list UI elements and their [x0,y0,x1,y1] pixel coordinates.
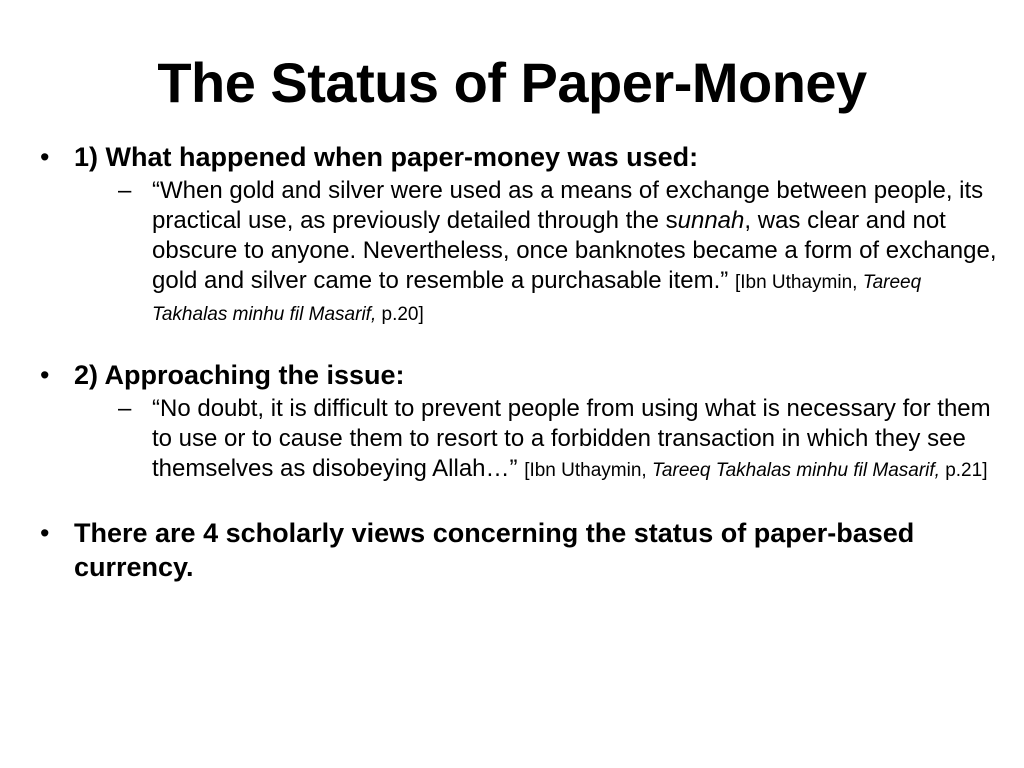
citation-title-2: Tareeq Takhalas minhu fil Masarif, [651,460,940,481]
quote-text-1b: , was clear and not obscure to anyone. Nevertheless, once banknotes became a form of exchange, gold and silver came to resemble a purchasable item.” [152,207,997,294]
quote-text-2: “No doubt, it is difficult to prevent people from using what is necessary for them to use or to cause them to resort to a forbidden transaction in which they see themselves as disobeying Allah…” [152,395,991,482]
slide-title: The Status of Paper-Money [157,51,867,114]
bullet-heading-1: 1) What happened when paper-money was used: [74,142,699,172]
quote-text-1a: “When gold and silver were used as a means of exchange between people, its practical use, as previously detailed through the s [152,177,984,234]
sub-item-1 [118,176,997,330]
dash-icon: – [118,395,132,422]
bullet-item-1 [40,140,990,174]
citation-prefix-2: [Ibn Uthaymin, [524,460,652,481]
citation-prefix-1: [Ibn Uthaymin, [734,272,863,293]
citation-suffix-1: p.20] [376,304,424,325]
bullet-icon: • [40,518,50,548]
bullet-item-3 [40,516,990,584]
citation-suffix-2: p.21] [939,460,988,481]
citation-title-1: Tareeq Takhalas minhu fil Masarif, [152,272,922,325]
sub-item-2 [118,394,997,486]
dash-icon: – [118,177,132,204]
quote-italic-1: unnah [677,207,745,234]
bullet-item-2 [40,358,990,392]
slide-content [40,140,997,584]
bullet-icon: • [40,142,50,172]
bullet-heading-2: 2) Approaching the issue: [74,360,405,390]
bullet-icon: • [40,360,50,390]
bullet-heading-3: There are 4 scholarly views concerning the status of paper-based currency. [74,518,915,582]
citation-2 [524,460,987,481]
